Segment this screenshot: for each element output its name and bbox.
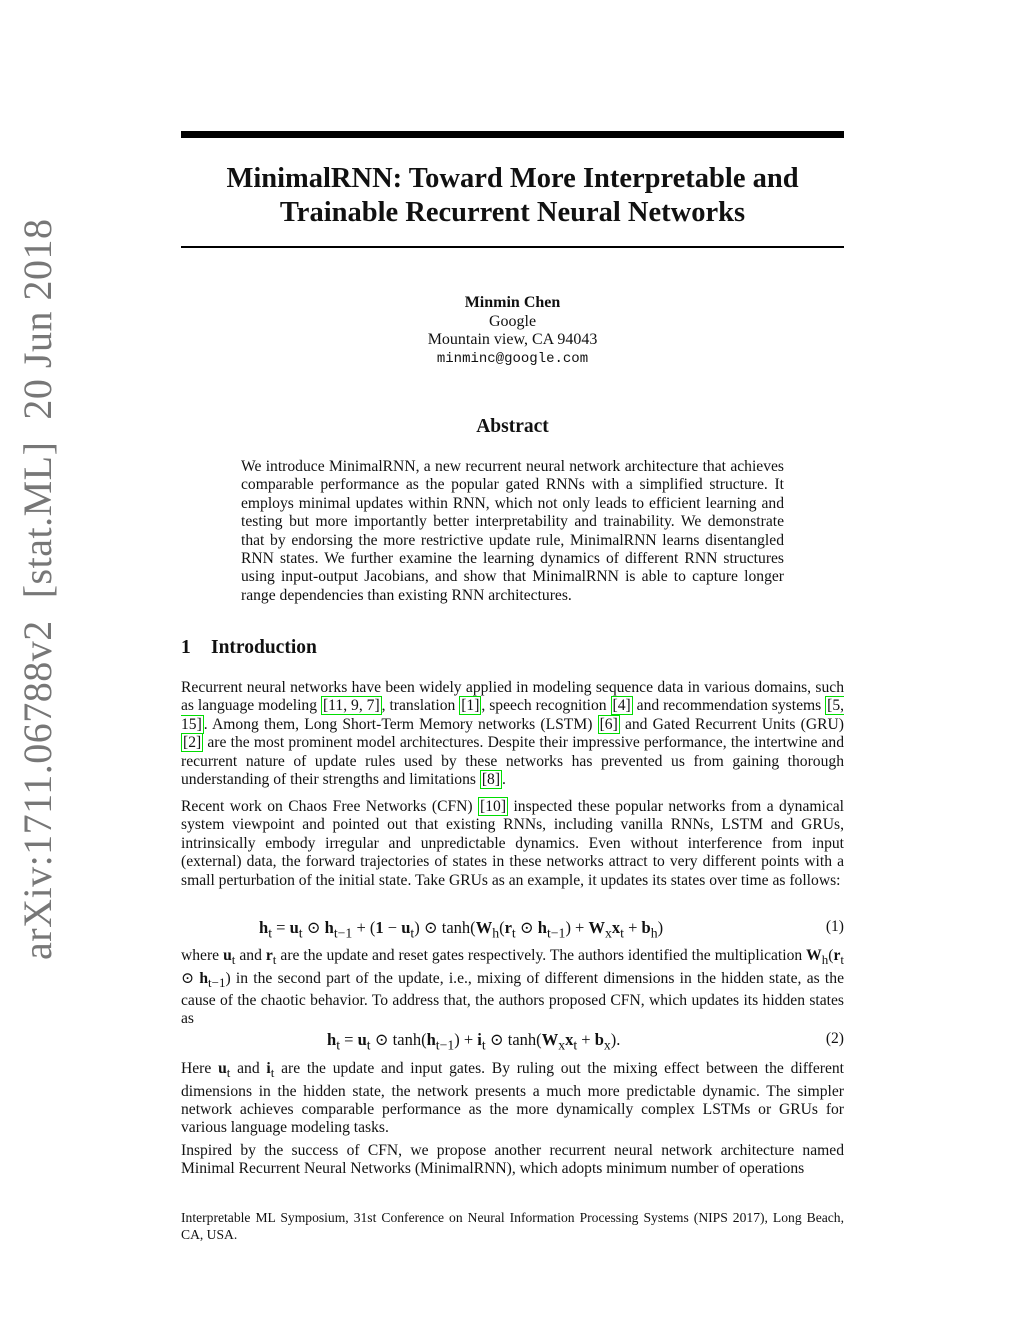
section-heading [181,637,317,659]
paragraph-3: where $u_t$ and $r_t$ are the update and reset gates respectively. The authors identified the multiplication $W_h(r_t$ ⊙ $h_{t-1}$) in the second part of the update, i.e., mixing of different dimensions in the hidden state, as the cause of the chaotic behavior. To address that, the authors proposed CFN, which updates its hidden states as [181,947,845,1028]
abstract-heading: Abstract [476,416,549,437]
section-title: Introduction [211,637,317,658]
title-bottom-rule [181,246,844,248]
arxiv-sidebar-stamp [12,218,64,960]
equation-2-number: (2) [825,1030,844,1047]
citation-link[interactable]: [1] [461,697,480,715]
abstract-text: We introduce MinimalRNN, a new recurrent neural network architecture that achieves comparable performance as the popular gated RNNs with a simplified structure. It employs minimal updates within RNN, which not only leads to efficient learning and testing but more importantly better interpretability and trainability. We demonstrate that by endorsing the more restrictive update rule, MinimalRNN learns disentangled RNN states. We further examine the learning dynamics of different RNN structures using input-output Jacobians, and show that MinimalRNN is able to capture longer range dependencies than existing RNN architectures. [241,458,784,604]
title-line-1: MinimalRNN: Toward More Interpretable and [226,163,799,194]
equation-1-math: $h_t = u_t$ ⊙ $h_{t-1} + (1 - u_t)$ ⊙ $\tanh(W_h(r_t$ ⊙ $h_{t-1}) + W_xx_t + b_h$) [259,918,664,941]
citation-link[interactable]: [8] [481,771,501,789]
citation-link[interactable]: [10] [480,798,507,815]
arxiv-id: arXiv:1711.06788v2 [15,620,60,960]
equation-1-number: (1) [825,918,844,935]
equation-2-math: $h_t = u_t$ ⊙ $\tanh(h_{t-1}) + i_t$ ⊙ $\tanh(W_xx_t + b_x)$. [327,1030,621,1053]
citation-link[interactable]: [2] [183,734,202,752]
author-block [181,294,844,368]
citation-link[interactable]: [4] [612,697,631,715]
arxiv-date: 20 Jun 2018 [15,218,60,420]
paragraph-4: Here $u_t$ and $i_t$ are the update and input gates. By ruling out the mixing effect between the different dimensions in the hidden state, the network presents a much more predictable dynamic. The simpler network achieves comparable performance as the more dynamically complex LSTMs or GRUs for various language modeling tasks. [181,1060,845,1137]
citation-link[interactable]: [11, 9, 7] [322,697,380,715]
citation-link[interactable]: [5, 15] [181,697,845,733]
equation-2 [181,1030,844,1054]
footnote: Interpretable ML Symposium, 31st Conference on Neural Information Processing Systems (NIPS 2017), Long Beach, CA, USA. [181,1210,844,1242]
paragraph-2: Recent work on Chaos Free Networks (CFN) [10] inspected these popular networks from a dynamical system viewpoint and pointed out that existing RNNs, including vanilla RNNs, LSTM and GRUs, intrinsically embody irregular and unpredictable dynamics. Even without interference from input (external) data, the forward trajectories of states in these networks attract to very different points with a small perturbation of the initial state. Take GRUs as an example, it updates its states over time as follows: [181,798,844,889]
section-number: 1 [181,637,191,658]
author-location: Mountain view, CA 94043 [427,331,598,348]
paragraph-5: Inspired by the success of CFN, we propose another recurrent neural network architecture named Minimal Recurrent Neural Networks (MinimalRNN), which adopts minimum number of operations [181,1142,844,1178]
equation-1 [181,918,844,942]
author-name: Minmin Chen [464,294,561,311]
paper-title [181,162,844,230]
title-line-2: Trainable Recurrent Neural Networks [279,197,746,228]
author-email[interactable]: minminc@google.com [436,350,589,367]
arxiv-category: [stat.ML] [15,441,60,599]
citation-link[interactable]: [6] [599,715,618,733]
title-top-rule [181,131,844,138]
paragraph-1: Recurrent neural networks have been widely applied in modeling sequence data in various domains, such as language modeling [11, 9, 7] , translation [1] , speech recognition [4] and recommendation systems [5, 15] . Among them, Long Short-Term Memory networks (LSTM) [6] and Gated Recurrent Units (GRU) [2] are the most prominent model architectures. Despite their impressive performance, the intertwine and recurrent nature of update rules used by these networks has prevented us from gaining thorough understanding of their strengths and limitations [8] . [181,679,845,789]
author-affiliation: Google [488,312,537,330]
